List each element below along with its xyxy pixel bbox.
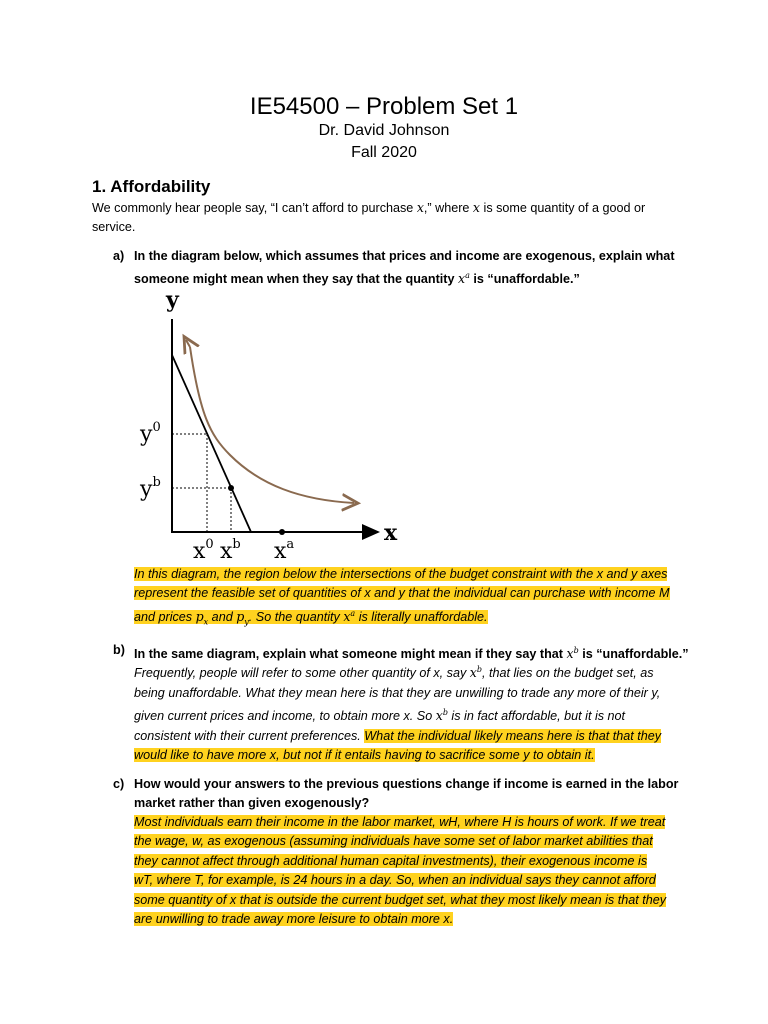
document-title: IE54500 – Problem Set 1 xyxy=(249,93,519,120)
budget-constraint-diagram xyxy=(130,285,410,570)
answer-a: In this diagram, the region below the intersections of the budget constraint with the x and y axes represent the feasible set of quantities of x and y that the individual can purchase with income M and prices $p_x$ and $p_y$. So the quantity $x^a$ is literally unaffordable. xyxy=(134,567,670,627)
x-axis-label: x xyxy=(384,520,398,546)
question-a-label: a) xyxy=(113,249,125,263)
question-b-line1: In the same diagram, explain what someone might mean if they say that $x^b$ is “unaffordable.” xyxy=(134,646,689,662)
answer-b: Frequently, people will refer to some other quantity of x, say $x^b$, that lies on the budget set, as being unaffordable. What they mean here is that they are unwilling to trade any more of their y, given current prices and income, to obtain more x. So $x^b$ is in fact affordable, but it is not consistent with their current preferences. What the individual likely means here is that that they would like to have more x, but not if it entails having to sacrifice some y to obtain it. xyxy=(134,665,662,762)
intro-paragraph-line1: We commonly hear people say, “I can’t afford to purchase x,” where x is some quantity of a good or xyxy=(92,200,646,215)
point-b xyxy=(228,485,234,491)
question-a-line1: In the diagram below, which assumes that prices and income are exogenous, explain what xyxy=(134,249,675,263)
indifference-curve-top xyxy=(186,340,190,347)
xb-label: $x^b$ xyxy=(220,537,241,564)
y-axis-label: y xyxy=(166,287,179,313)
author-name: Dr. David Johnson xyxy=(318,122,450,139)
answer-c: Most individuals earn their income in the labor market, wH, where H is hours of work. If we treat the wage, w, as exogenous (assuming individuals have some set of labor market abilities that they cannot affect through additional human capital investments), their exogenous income is wT, where T, for example, is 24 hours in a day. So, when an individual says they cannot afford some quantity of x that is outside the current budget set, what they most likely mean is that they are unwilling to trade away more leisure to obtain more x. xyxy=(134,815,667,927)
term: Fall 2020 xyxy=(351,144,417,161)
intro-paragraph-line2: service. xyxy=(92,220,136,234)
section-heading-affordability: 1. Affordability xyxy=(92,177,211,196)
question-a-line2: someone might mean when they say that the quantity $x^a$ is “unaffordable.” xyxy=(134,271,580,287)
yb-label: $y^b$ xyxy=(140,475,161,502)
question-c-label: c) xyxy=(113,777,125,791)
xa-label: $x^a$ xyxy=(274,537,295,564)
budget-line xyxy=(172,355,251,532)
point-a xyxy=(279,529,285,535)
question-c-line1: How would your answers to the previous questions change if income is earned in the labor xyxy=(134,777,679,791)
indifference-curve xyxy=(190,347,354,503)
x0-label: $x^0$ xyxy=(193,537,214,564)
question-b-label: b) xyxy=(113,643,125,657)
question-c-line2: market rather than given exogenously? xyxy=(134,796,370,810)
y0-label: $y^0$ xyxy=(140,420,161,447)
